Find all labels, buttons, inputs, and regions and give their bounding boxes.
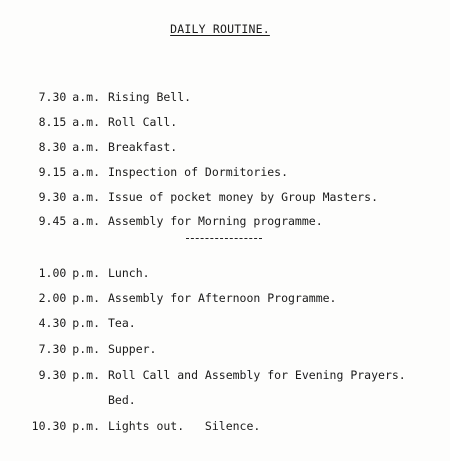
time-value: 2.00 [38, 291, 67, 305]
time-period: a.m. [72, 190, 100, 204]
time-cell [0, 212, 100, 230]
activity-text: Tea. [108, 316, 136, 330]
time-period: a.m. [72, 214, 100, 228]
activity-text: Inspection of Dormitories. [108, 165, 289, 179]
time-cell [0, 314, 100, 332]
time-cell [0, 340, 100, 358]
time-period: p.m. [72, 368, 100, 382]
activity-text: Roll Call. [108, 115, 178, 129]
activity-text: Assembly for Afternoon Programme. [108, 291, 337, 305]
time-cell [0, 163, 100, 181]
time-cell [0, 88, 100, 106]
time-value: 4.30 [38, 316, 67, 330]
time-cell [0, 113, 100, 131]
time-value: 7.30 [38, 90, 67, 104]
time-period: a.m. [72, 140, 100, 154]
activity-text: Issue of pocket money by Group Masters. [108, 190, 379, 204]
time-value: 7.30 [38, 342, 67, 356]
time-period: a.m. [72, 90, 100, 104]
activity-text: Roll Call and Assembly for Evening Prayers. [108, 368, 406, 382]
time-period: p.m. [72, 419, 100, 433]
time-cell [0, 417, 100, 435]
time-period: a.m. [72, 165, 100, 179]
activity-text: Assembly for Morning programme. [108, 214, 323, 228]
time-period: p.m. [72, 291, 100, 305]
section-divider [186, 238, 262, 239]
page-title: DAILY ROUTINE. [170, 22, 270, 36]
time-period: p.m. [72, 342, 100, 356]
time-cell [0, 138, 100, 156]
time-cell [0, 264, 100, 282]
time-cell [0, 289, 100, 307]
time-period: p.m. [72, 266, 100, 280]
activity-text: Lights out. Silence. [108, 419, 261, 433]
time-value: 9.30 [38, 190, 67, 204]
time-cell [0, 188, 100, 206]
time-cell [0, 391, 100, 409]
activity-text: Breakfast. [108, 140, 178, 154]
time-value: 8.30 [38, 140, 67, 154]
time-value: 9.15 [38, 165, 67, 179]
time-value: 9.30 [38, 368, 67, 382]
time-value: 9.45 [38, 214, 67, 228]
activity-text: Lunch. [108, 266, 150, 280]
time-value: 8.15 [38, 115, 67, 129]
activity-text: Bed. [108, 393, 136, 407]
time-period: a.m. [72, 115, 100, 129]
time-value: 10.30 [31, 419, 67, 433]
activity-text: Rising Bell. [108, 90, 192, 104]
time-period: p.m. [72, 316, 100, 330]
activity-text: Supper. [108, 342, 157, 356]
time-cell [0, 366, 100, 384]
time-value: 1.00 [38, 266, 67, 280]
